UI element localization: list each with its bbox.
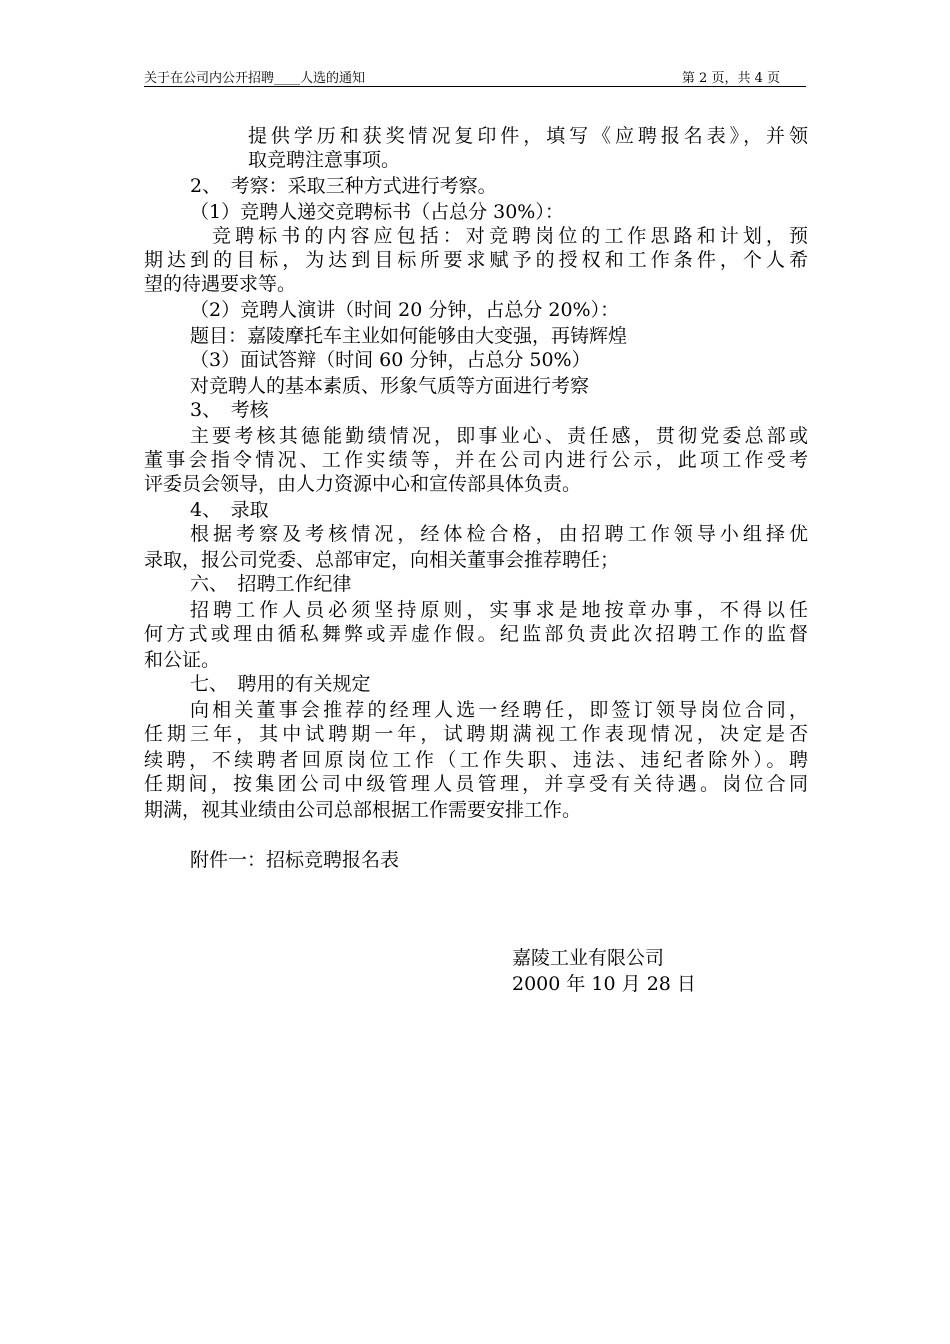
signature-company: 嘉陵工业有限公司 bbox=[512, 947, 665, 969]
section-heading: 2、 考察：采取三种方式进行考察。 bbox=[190, 175, 497, 197]
body-line: （3）面试答辩（时间 60 分钟，占总分 50%） bbox=[190, 349, 591, 371]
body-line: 评委员会领导，由人力资源中心和宣传部具体负责。 bbox=[144, 473, 582, 495]
body-line: 竞聘标书的内容应包括：对竞聘岗位的工作思路和计划，预 bbox=[212, 225, 808, 247]
body-line: 和公证。 bbox=[144, 649, 221, 671]
page-header bbox=[144, 66, 806, 87]
section-heading: 六、 招聘工作纪律 bbox=[190, 573, 352, 595]
body-line: 何方式或理由循私舞弊或弄虚作假。纪监部负责此次招聘工作的监督 bbox=[144, 623, 808, 645]
section-heading: 4、 录取 bbox=[190, 499, 269, 521]
body-line: 题目：嘉陵摩托车主业如何能够由大变强，再铸辉煌 bbox=[190, 325, 628, 347]
signature-date: 2000 年 10 月 28 日 bbox=[512, 973, 696, 995]
body-line: 对竞聘人的基本素质、形象气质等方面进行考察 bbox=[190, 375, 590, 397]
section-heading: 3、 考核 bbox=[190, 399, 269, 421]
body-line: 期达到的目标，为达到目标所要求赋予的授权和工作条件，个人希 bbox=[144, 249, 808, 271]
body-line: 向相关董事会推荐的经理人选一经聘任，即签订领导岗位合同， bbox=[190, 699, 808, 721]
body-line: （1）竞聘人递交竞聘标书（占总分 30%）： bbox=[190, 201, 564, 223]
body-line: 期满，视其业绩由公司总部根据工作需要安排工作。 bbox=[144, 799, 582, 821]
body-line: 任期三年，其中试聘期一年，试聘期满视工作表现情况，决定是否 bbox=[144, 723, 808, 745]
body-line: 取竞聘注意事项。 bbox=[248, 149, 401, 171]
body-line: 录取，报公司党委、总部审定，向相关董事会推荐聘任； bbox=[144, 549, 620, 571]
body-line: 董事会指令情况、工作实绩等，并在公司内进行公示，此项工作受考 bbox=[144, 449, 808, 471]
header-title: 关于在公司内公开招聘____人选的通知 bbox=[144, 71, 366, 86]
section-heading: 七、 聘用的有关规定 bbox=[190, 673, 371, 695]
body-line: 任期间，按集团公司中级管理人员管理，并享受有关待遇。岗位合同 bbox=[144, 773, 808, 795]
attachment-line: 附件一：招标竞聘报名表 bbox=[190, 849, 400, 871]
body-line: （2）竞聘人演讲（时间 20 分钟，占总分 20%）： bbox=[190, 299, 620, 321]
body-line: 根据考察及考核情况，经体检合格，由招聘工作领导小组择优 bbox=[190, 523, 808, 545]
body-line: 提供学历和获奖情况复印件，填写《应聘报名表》，并领 bbox=[248, 125, 808, 147]
body-line: 招聘工作人员必须坚持原则，实事求是地按章办事，不得以任 bbox=[190, 599, 808, 621]
header-page-number: 第 2 页，共 4 页 bbox=[681, 71, 780, 86]
body-line: 续聘，不续聘者回原岗位工作（工作失职、违法、违纪者除外）。聘 bbox=[144, 749, 808, 771]
body-line: 主要考核其德能勤绩情况，即事业心、责任感，贯彻党委总部或 bbox=[190, 425, 808, 447]
body-line: 望的待遇要求等。 bbox=[144, 273, 297, 295]
